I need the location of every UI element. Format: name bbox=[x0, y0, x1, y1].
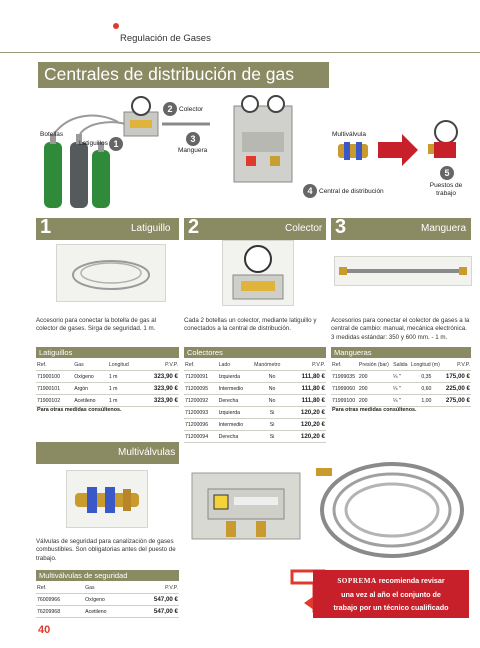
latiguillos-table bbox=[36, 359, 179, 407]
promo-text bbox=[313, 574, 469, 614]
table-cell: 71200096 bbox=[184, 419, 218, 431]
table-cell: 71900101 bbox=[36, 383, 73, 395]
colectores-table-title: Colectores bbox=[187, 348, 223, 357]
table-cell: 111,80 € bbox=[291, 383, 326, 395]
table-header: P.V.P. bbox=[140, 359, 179, 371]
table-cell: Intermedio bbox=[218, 383, 254, 395]
promo-line-1 bbox=[313, 574, 469, 588]
table-cell: ¼ " bbox=[392, 395, 410, 407]
distribution-diagram bbox=[30, 92, 470, 208]
colector-photo bbox=[222, 240, 294, 306]
promo-line-1-text: recomienda revisar bbox=[378, 576, 445, 585]
table-row bbox=[184, 371, 326, 383]
table-cell: Acetileno bbox=[73, 395, 108, 407]
table-header: Salida bbox=[392, 359, 410, 371]
column-number-3: 3 bbox=[335, 216, 347, 238]
badge-2: 2 bbox=[163, 102, 177, 116]
table-cell: 1,00 bbox=[410, 395, 443, 407]
table-cell: Acetileno bbox=[84, 606, 129, 618]
promo-line-3: trabajo por un técnico cualificado bbox=[333, 603, 449, 612]
table-row bbox=[36, 371, 179, 383]
badge-3: 3 bbox=[186, 132, 200, 146]
table-cell: 71999100 bbox=[331, 395, 358, 407]
mangueras-note: Para otras medidas consúltenos. bbox=[332, 407, 417, 413]
label-colector: Colector bbox=[179, 106, 204, 113]
table-cell: 175,00 € bbox=[443, 371, 471, 383]
table-row bbox=[331, 383, 471, 395]
badge-5: 5 bbox=[440, 166, 454, 180]
table-cell: ¼ " bbox=[392, 371, 410, 383]
colector-large-photo bbox=[186, 455, 306, 547]
promo-line-2: una vez al año el conjunto de bbox=[341, 590, 441, 599]
table-cell: Izquierda bbox=[218, 407, 254, 419]
table-header-row bbox=[184, 359, 326, 371]
table-cell: 71200092 bbox=[184, 395, 218, 407]
label-latiguillos: Latiguillos bbox=[79, 140, 108, 147]
column-number-1: 1 bbox=[40, 216, 52, 238]
label-manguera: Manguera bbox=[178, 147, 208, 154]
table-cell: Derecha bbox=[218, 431, 254, 443]
table-cell: 111,80 € bbox=[291, 371, 326, 383]
table-cell: 547,00 € bbox=[129, 606, 179, 618]
table-cell: Si bbox=[253, 407, 291, 419]
collector-image bbox=[124, 97, 158, 136]
table-cell: 120,20 € bbox=[291, 419, 326, 431]
table-row bbox=[184, 395, 326, 407]
column-name-manguera: Manguera bbox=[421, 223, 467, 234]
latiguillo-photo bbox=[56, 244, 166, 302]
table-cell: 1 m bbox=[108, 371, 140, 383]
table-header: Ref. bbox=[331, 359, 358, 371]
table-cell: 76009966 bbox=[36, 594, 84, 606]
badge-4: 4 bbox=[303, 184, 317, 198]
multivalve-image bbox=[338, 142, 368, 160]
table-cell: Oxígeno bbox=[73, 371, 108, 383]
table-cell: 200 bbox=[358, 383, 392, 395]
table-cell: 275,00 € bbox=[443, 395, 471, 407]
workstation-image bbox=[428, 121, 457, 158]
table-header: P.V.P. bbox=[291, 359, 326, 371]
table-cell: 1 m bbox=[108, 383, 140, 395]
table-row bbox=[184, 407, 326, 419]
table-row bbox=[36, 383, 179, 395]
diagram-illustration bbox=[30, 92, 470, 208]
table-cell: 1 m bbox=[108, 395, 140, 407]
table-header: Gas bbox=[84, 582, 129, 594]
table-cell: Oxígeno bbox=[84, 594, 129, 606]
table-header: Ref. bbox=[36, 359, 73, 371]
table-cell: 76209968 bbox=[36, 606, 84, 618]
table-row bbox=[36, 395, 179, 407]
table-header-row bbox=[36, 582, 179, 594]
table-cell: 120,20 € bbox=[291, 431, 326, 443]
table-cell: 225,00 € bbox=[443, 383, 471, 395]
colectores-table bbox=[184, 359, 326, 443]
section-label: Regulación de Gases bbox=[120, 33, 211, 44]
table-header: P.V.P. bbox=[129, 582, 179, 594]
multivalvulas-title: Multiválvulas bbox=[118, 447, 176, 458]
table-header: Ref. bbox=[184, 359, 218, 371]
table-cell: 200 bbox=[358, 395, 392, 407]
table-cell: 0,60 bbox=[410, 383, 443, 395]
table-header: Presión (bar) bbox=[358, 359, 392, 371]
table-cell: No bbox=[253, 395, 291, 407]
table-row bbox=[184, 383, 326, 395]
table-header: Manómetro bbox=[253, 359, 291, 371]
manguera-description: Accesorios para conectar el colector de gases a la central de cambio: manual, mecánica electrónica. 3 medidas estándar: 350 y 600 mm. - 1 m. bbox=[331, 317, 470, 341]
multivalvula-photo bbox=[66, 470, 148, 528]
latiguillos-note: Para otras medidas consúltenos. bbox=[37, 407, 122, 413]
table-cell: 323,90 € bbox=[140, 395, 179, 407]
table-row bbox=[184, 431, 326, 443]
table-cell: 323,90 € bbox=[140, 383, 179, 395]
page-title: Centrales de distribución de gas bbox=[44, 64, 295, 84]
table-cell: 71900100 bbox=[36, 371, 73, 383]
table-cell: 71999060 bbox=[331, 383, 358, 395]
table-cell: Si bbox=[253, 419, 291, 431]
latiguillo-description: Accesorio para conectar la botella de gas al colector de gases. Sirga de seguridad. 1 m. bbox=[36, 317, 157, 333]
table-cell: ¼ " bbox=[392, 383, 410, 395]
table-cell: 71200095 bbox=[184, 383, 218, 395]
table-row bbox=[331, 371, 471, 383]
colector-description: Cada 2 botellas un colector, mediante latiguillo y conectados a la central de distribución. bbox=[184, 317, 317, 333]
manguera-photo bbox=[334, 256, 472, 286]
table-header: Longitud bbox=[108, 359, 140, 371]
table-cell: 71200094 bbox=[184, 431, 218, 443]
table-row bbox=[36, 606, 179, 618]
arrow-right-icon bbox=[378, 134, 418, 166]
label-botellas: Botellas bbox=[40, 131, 64, 138]
table-header: Gas bbox=[73, 359, 108, 371]
mangueras-table bbox=[331, 359, 471, 407]
mangueras-table-title: Mangueras bbox=[334, 348, 372, 357]
table-row bbox=[331, 395, 471, 407]
table-cell: Argón bbox=[73, 383, 108, 395]
manguera-large-photo bbox=[306, 428, 472, 580]
table-row bbox=[184, 419, 326, 431]
table-cell: 547,00 € bbox=[129, 594, 179, 606]
table-cell: Derecha bbox=[218, 395, 254, 407]
column-name-colector: Colector bbox=[285, 223, 323, 234]
table-cell: 0,35 bbox=[410, 371, 443, 383]
column-number-2: 2 bbox=[188, 216, 200, 238]
label-puestos: Puestos de trabajo bbox=[429, 182, 463, 197]
multivalvulas-table bbox=[36, 582, 179, 618]
label-multivalvula: Multiválvula bbox=[332, 131, 366, 138]
table-cell: 200 bbox=[358, 371, 392, 383]
table-header: P.V.P. bbox=[443, 359, 471, 371]
badge-1: 1 bbox=[109, 137, 123, 151]
table-header: Ref. bbox=[36, 582, 84, 594]
table-cell: 71200091 bbox=[184, 371, 218, 383]
table-header-row bbox=[331, 359, 471, 371]
table-cell: 323,90 € bbox=[140, 371, 179, 383]
table-cell: No bbox=[253, 383, 291, 395]
column-name-latiguillo: Latiguillo bbox=[131, 223, 171, 234]
promo-brand: SOPREMA bbox=[337, 577, 377, 585]
table-header: Lado bbox=[218, 359, 254, 371]
section-bullet bbox=[113, 23, 119, 29]
table-header-row bbox=[36, 359, 179, 371]
central-image bbox=[234, 96, 292, 182]
table-cell: 71900102 bbox=[36, 395, 73, 407]
table-cell: 111,80 € bbox=[291, 395, 326, 407]
table-cell: 120,20 € bbox=[291, 407, 326, 419]
table-row bbox=[36, 594, 179, 606]
table-cell: 71200093 bbox=[184, 407, 218, 419]
table-cell: Izquierda bbox=[218, 371, 254, 383]
table-header: Longitud (m) bbox=[410, 359, 443, 371]
latiguillos-table-title: Latiguillos bbox=[39, 348, 73, 357]
label-central: Central de distribución bbox=[319, 188, 384, 195]
table-cell: Si bbox=[253, 431, 291, 443]
table-cell: 71999035 bbox=[331, 371, 358, 383]
multivalvulas-description: Válvulas de seguridad para canalización de gases combustibles. Son obligatorias antes del puesto de trabajo. bbox=[36, 538, 176, 562]
page-number: 40 bbox=[38, 624, 51, 636]
table-cell: Intermedio bbox=[218, 419, 254, 431]
table-cell: No bbox=[253, 371, 291, 383]
header-divider bbox=[0, 52, 480, 53]
multivalvulas-table-title: Multiválvulas de seguridad bbox=[39, 571, 128, 580]
